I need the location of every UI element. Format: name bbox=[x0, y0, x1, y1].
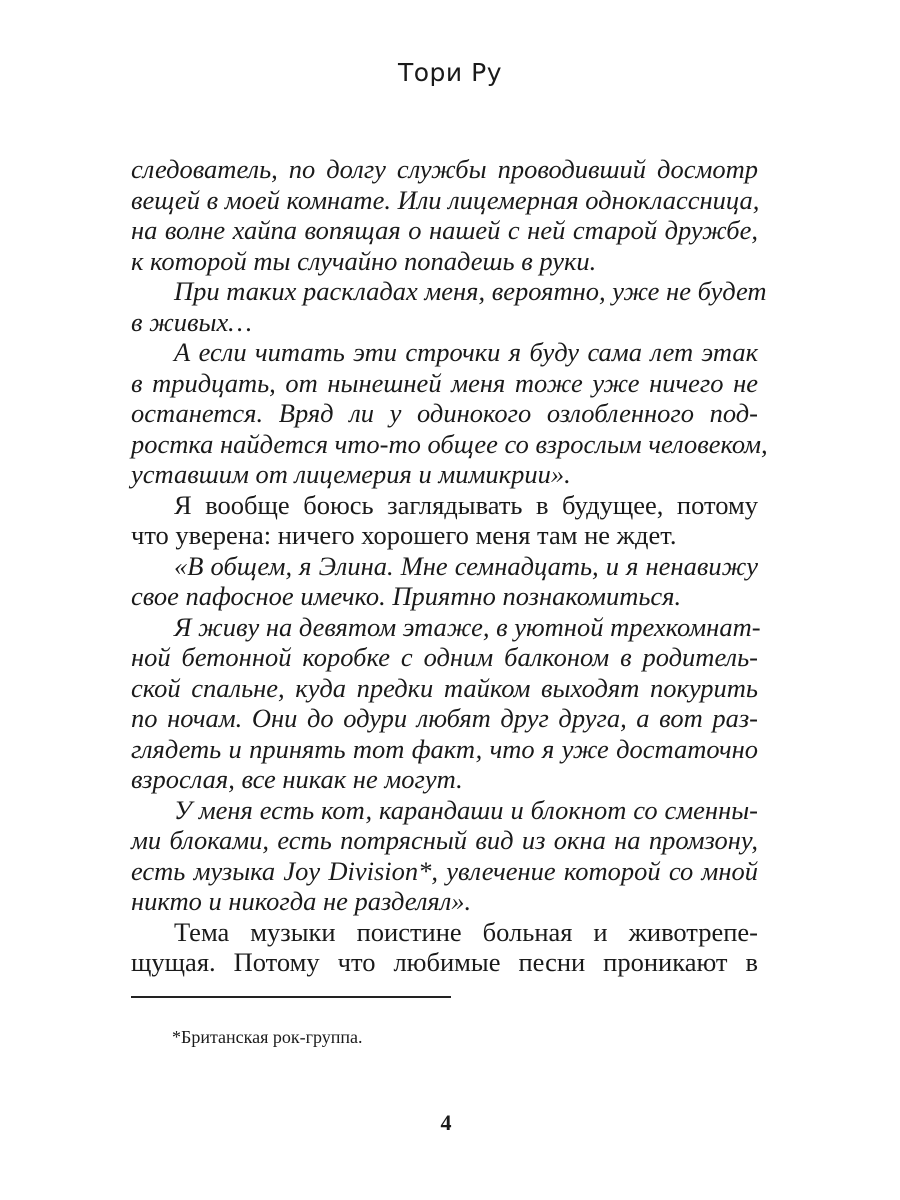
text-line: свое пафосное имечко. Приятно познакомиться. bbox=[131, 581, 682, 611]
text-line: У меня есть кот, карандаши и блокнот со сменны- bbox=[174, 794, 758, 825]
text-line: А если читать эти строчки я буду сама лет этак bbox=[174, 337, 758, 367]
text-line: к которой ты случайно попадешь в руки. bbox=[131, 245, 597, 276]
text-line: вещей в моей комнате. Или лицемерная одноклассница, bbox=[131, 184, 760, 215]
text-line: Я вообще боюсь заглядывать в будущее, потому bbox=[174, 489, 758, 520]
text-line: уставшим от лицемерия и мимикрии». bbox=[131, 459, 571, 489]
text-line: останется. Вряд ли у одинокого озлобленного под- bbox=[131, 398, 758, 428]
text-line: При таких раскладах меня, вероятно, уже не будет bbox=[174, 276, 767, 306]
text-line: ной бетонной коробке с одним балконом в родитель- bbox=[131, 642, 758, 672]
text-line: «В общем, я Элина. Мне семнадцать, и я ненавижу bbox=[174, 550, 758, 581]
text-line: Я живу на девятом этаже, в уютной трехкомнат- bbox=[174, 611, 761, 642]
text-line: ми блоками, есть потрясный вид из окна на промзону, bbox=[131, 825, 758, 855]
text-line: взрослая, все никак не могут. bbox=[131, 764, 463, 794]
text-line: есть музыка Joy Division*, увлечение которой со мной bbox=[131, 855, 758, 886]
text-line: ростка найдется что-то общее со взрослым человеком, bbox=[131, 428, 768, 459]
text-line: следователь, по долгу службы проводивший досмотр bbox=[131, 154, 758, 184]
body-text bbox=[131, 154, 768, 978]
text-line: никто и никогда не разделял». bbox=[131, 886, 472, 916]
text-line: глядеть и принять тот факт, что я уже достаточно bbox=[131, 733, 758, 764]
text-line: на волне хайпа вопящая о нашей с ней старой дружбе, bbox=[131, 215, 758, 245]
text-line: по ночам. Они до одури любят друг друга, а вот раз- bbox=[131, 703, 758, 733]
text-line: в тридцать, от нынешней меня тоже уже ничего не bbox=[131, 367, 758, 398]
text-line: щущая. Потому что любимые песни проникают в bbox=[131, 947, 758, 977]
footnote: *Британская рок-группа. bbox=[172, 1027, 363, 1047]
footnote-rule bbox=[131, 996, 451, 998]
running-header: Тори Ру bbox=[397, 58, 502, 87]
text-line: в живых… bbox=[131, 306, 252, 337]
text-line: ской спальне, куда предки тайком выходят покурить bbox=[131, 672, 758, 703]
text-line: что уверена: ничего хорошего меня там не ждет. bbox=[131, 520, 677, 550]
page-number: 4 bbox=[440, 1110, 452, 1135]
text-line: Тема музыки поистине больная и животрепе- bbox=[174, 916, 758, 947]
